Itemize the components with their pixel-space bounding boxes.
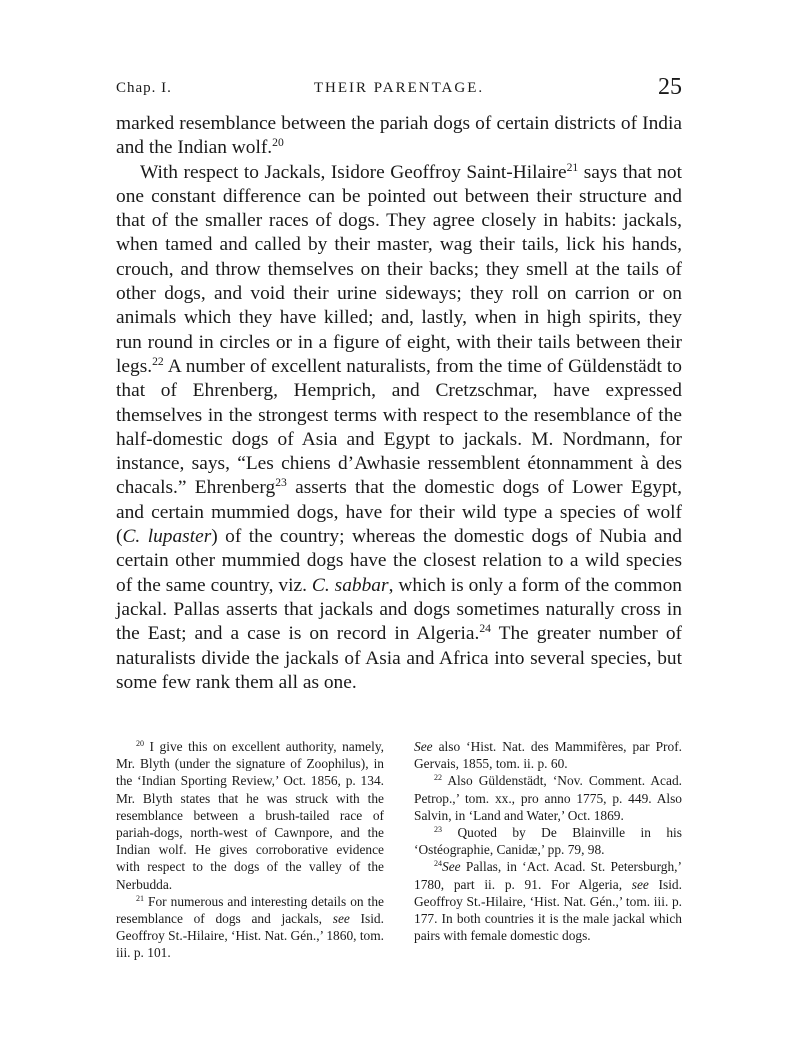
footnote-21-text-a: For numerous and interesting details on the resemblance of dogs and jackals, (116, 893, 384, 927)
footnote-21-text-b: Isid. Geoffroy St.-Hilaire, ‘Hist. Nat. Gén.,’ 1860, tom. iii. p. 101. (116, 911, 385, 961)
running-head (116, 76, 682, 104)
p2-seg-2: says that not one constant difference can be pointed out between their structure and that of the smaller races of dogs. They agree closely in habits: jackals, when tamed and called by their master, wag their tails, lick his hands, crouch, and throw themselves on their backs; they smell at the tails of other dogs, and void their urine sideways; they roll on carrion or on animals which they have killed; and, lastly, when in high spirits, they run round in circles or in a figure of eight, with their tails between their legs. (116, 161, 682, 377)
body-text (116, 112, 682, 695)
footnote-21-cont-see: See (414, 739, 433, 754)
footnote-column-right (414, 738, 682, 944)
note-ref-23: 23 (275, 476, 287, 490)
species-name-lupaster: C. lupaster (122, 526, 212, 548)
footnote-column-left (116, 738, 384, 962)
p2-seg-3: A number of excellent naturalists, from the time of Güldenstädt to that of Ehrenberg, Hemprich, and Cretzschmar, have expressed themselves in the strongest terms with respect to the resemblance of the half-domestic dogs of Asia and Egypt to jackals. M. Nordmann, for instance, says, “Les chiens d’Awhasie ressemblent étonnamment à des chacals.” Ehrenberg (116, 355, 682, 499)
footnote-22 (414, 772, 682, 824)
note-ref-20: 20 (272, 136, 284, 150)
note-ref-22: 22 (152, 355, 164, 368)
footnote-21-cont-text: also ‘Hist. Nat. des Mammifères, par Prof. Gervais, 1855, tom. ii. p. 60. (414, 739, 682, 772)
p2-seg-4: asserts that the domestic dogs of Lower Egypt, and certain mummied dogs, have for their wild type a species of wolf ( (116, 477, 682, 548)
footnote-23-number: 23 (434, 825, 443, 835)
footnote-24 (414, 858, 682, 944)
page-number: 25 (658, 74, 682, 100)
footnote-21-continued (414, 738, 682, 772)
footnote-21-number: 21 (136, 894, 145, 904)
footnote-21-see: see (332, 911, 350, 927)
footnote-24-see-2: see (631, 876, 649, 892)
p2-seg-7: The greater number of naturalists divide the jackals of Asia and Africa into several species, but some few rank them all as one. (116, 623, 682, 693)
p2-seg-5: ) of the country; whereas the domestic dogs of Nubia and certain other mummied dogs have the closest relation to a wild species of the same country, viz. (116, 526, 682, 596)
footnote-24-see-1: See (442, 859, 461, 875)
footnote-20 (116, 738, 384, 893)
footnote-21 (116, 893, 384, 962)
footnote-22-text: Also Güldenstädt, ‘Nov. Comment. Acad. Petrop.,’ tom. xx., pro anno 1775, p. 449. Also Salvin, in ‘Land and Water,’ Oct. 1869. (414, 773, 682, 823)
footnote-20-number: 20 (136, 739, 145, 749)
footnote-24-text-b: Isid. Geoffroy St.-Hilaire, ‘Hist. Nat. Gén.,’ tom. iii. p. 177. In both countries it is the male jackal which pairs with female domestic dogs. (414, 876, 682, 944)
paragraph-1 (116, 112, 682, 161)
footnote-24-text-a: Pallas, in ‘Act. Acad. St. Petersburgh,’ 1780, part ii. p. 91. For Algeria, (414, 859, 682, 892)
note-ref-24: 24 (479, 622, 491, 636)
note-ref-21: 21 (566, 160, 579, 174)
footnote-24-number: 24 (434, 859, 443, 869)
chapter-label: Chap. I. (116, 80, 172, 96)
p2-seg-6: , which is only a form of the common jackal. Pallas asserts that jackals and dogs sometimes naturally cross in the East; and a case is on record in Algeria. (116, 574, 683, 645)
running-title: THEIR PARENTAGE. (313, 80, 485, 96)
footnote-23-text: Quoted by De Blainville in his ‘Ostéographie, Canidæ,’ pp. 79, 98. (414, 825, 682, 858)
p2-seg-1: With respect to Jackals, Isidore Geoffroy Saint-Hilaire (140, 161, 567, 183)
footnote-23 (414, 824, 682, 858)
footnote-20-text: I give this on excellent authority, namely, Mr. Blyth (under the signature of Zoophilus), in the ‘Indian Sporting Review,’ Oct. 1856, p. 134. Mr. Blyth states that he was struck with the resemblance between a brush-tailed race of pariah-dogs, north-west of Cawnpore, and the Indian wolf. He gives corroborative evidence with respect to the dogs of the valley of the Nerbudda. (116, 739, 384, 892)
species-name-sabbar: C. sabbar (311, 574, 389, 596)
paragraph-2 (116, 161, 682, 696)
paragraph-1-text: marked resemblance between the pariah dogs of certain districts of India and the Indian wolf. (116, 113, 682, 159)
footnote-22-number: 22 (434, 773, 443, 783)
